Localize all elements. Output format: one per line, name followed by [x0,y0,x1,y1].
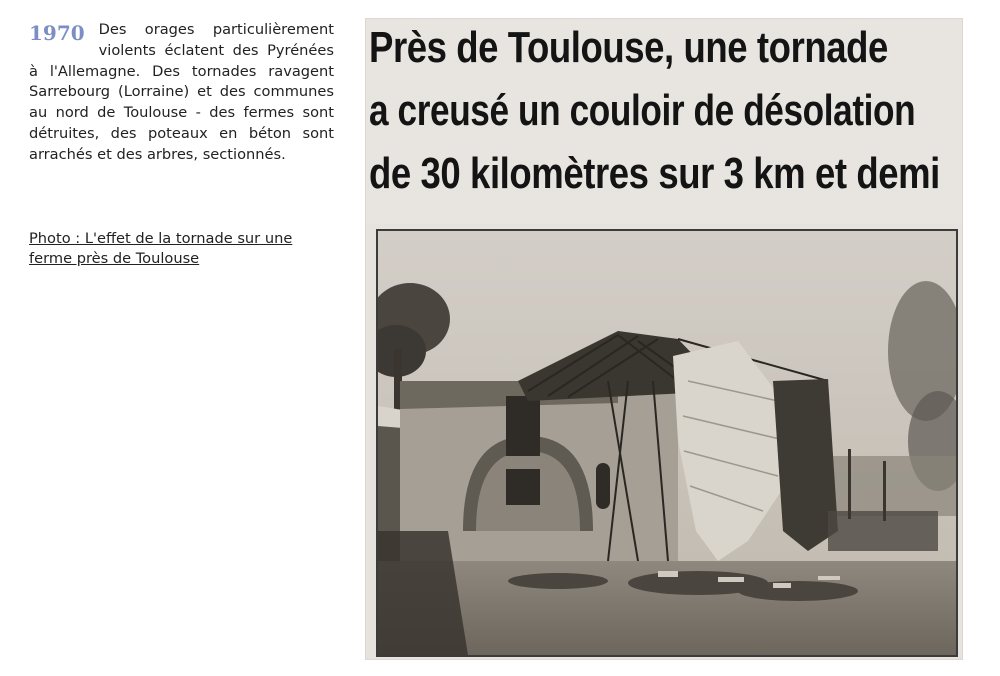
tornado-damage-photo [376,229,958,657]
photo-caption-link[interactable]: Photo : L'effet de la tornade sur une ferme près de Toulouse [29,229,293,268]
clipping-headline [366,19,962,224]
headline-line-3: de 30 kilomètres sur 3 km et demi [369,149,940,198]
entry-year: 1970 [29,21,85,45]
entry-text: Des orages particulièrement violents éclatent des Pyrénées à l'Allemagne. Des tornades ravagent Sarrebourg (Lorraine) et des communes au nord de Toulouse - des fermes sont détruites, des poteaux en béton sont arrachés et des arbres, sectionnés. [29,21,334,163]
farmhouse-ruin-illustration [378,231,956,655]
entry-body [29,20,334,166]
headline-line-2: a creusé un couloir de désolation [369,86,916,135]
newspaper-clipping [366,19,962,659]
headline-line-1: Près de Toulouse, une tornade [369,23,888,72]
chronology-entry [29,20,334,270]
photo-caption-block [29,229,334,271]
